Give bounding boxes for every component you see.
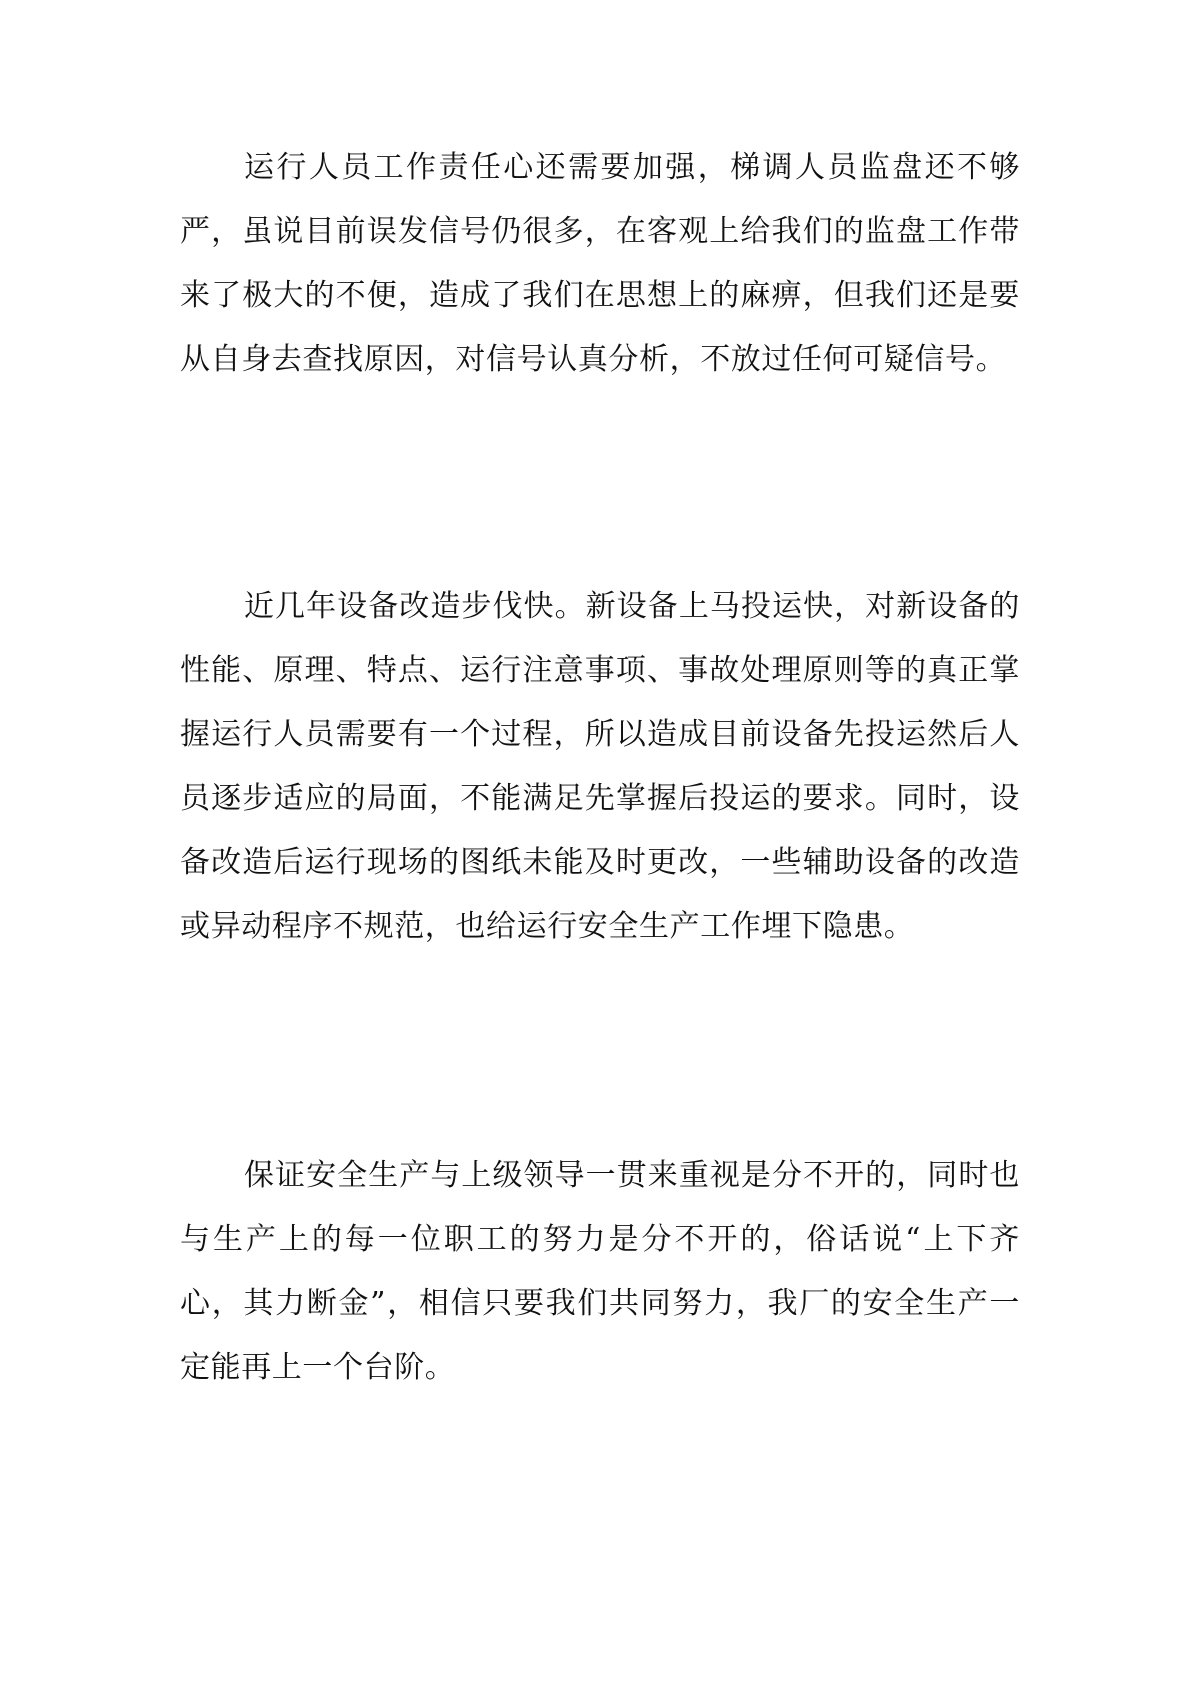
paragraph-equipment-upgrade: 近几年设备改造步伐快。新设备上马投运快，对新设备的性能、原理、特点、运行注意事项、事故处理原则等的真正掌握运行人员需要有一个过程，所以造成目前设备先投运然后人员逐步适应的局面，不能满足先掌握后投运的要求。同时，设备改造后运行现场的图纸未能及时更改，一些辅助设备的改造或异动程序不规范，也给运行安全生产工作埋下隐患。 bbox=[180, 589, 1020, 944]
paragraph-operator-responsibility: 运行人员工作责任心还需要加强，梯调人员监盘还不够严，虽说目前误发信号仍很多，在客观上给我们的监盘工作带来了极大的不便，造成了我们在思想上的麻痹，但我们还是要从自身去查找原因，对信号认真分析，不放过任何可疑信号。 bbox=[180, 150, 1020, 377]
paragraph-safety-conclusion: 保证安全生产与上级领导一贯来重视是分不开的，同时也与生产上的每一位职工的努力是分不开的，俗话说“上下齐心，其力断金”，相信只要我们共同努力，我厂的安全生产一定能再上一个台阶。 bbox=[180, 1158, 1020, 1385]
